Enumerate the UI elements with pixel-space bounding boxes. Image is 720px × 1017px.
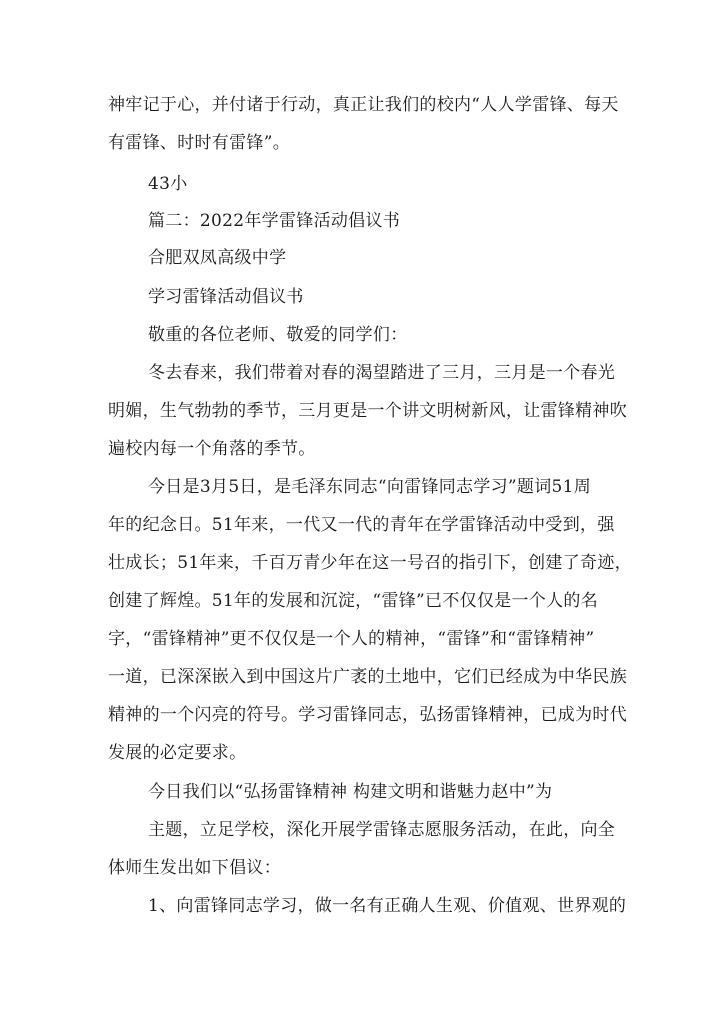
paragraph-line: 主题，立足学校，深化开展学雷锋志愿服务活动，在此，向全 [148, 820, 616, 840]
paragraph-line: 今日我们以“弘扬雷锋精神 构建文明和谐魅力赵中”为 [148, 782, 553, 802]
paragraph-line: 发展的必定要求。 [108, 743, 247, 763]
section-heading: 篇二：2022年学雷锋活动倡议书 [148, 211, 401, 231]
paragraph-line: 神牢记于心，并付诸于行动，真正让我们的校内“人人学雷锋、每天 [108, 95, 619, 115]
paragraph-line: 年的纪念日。51年来，一代又一代的青年在学雷锋活动中受到，强 [108, 515, 615, 535]
paragraph-line: 遍校内每一个角落的季节。 [108, 439, 316, 459]
paragraph-line: 43小 [148, 174, 188, 194]
paragraph-line: 字，“雷锋精神”更不仅仅是一个人的精神，“雷锋”和“雷锋精神” [108, 629, 595, 649]
list-item: 1、向雷锋同志学习，做一名有正确人生观、价值观、世界观的 [148, 896, 627, 916]
document-title: 学习雷锋活动倡议书 [148, 287, 304, 307]
salutation: 敬重的各位老师、敬爱的同学们： [148, 325, 408, 345]
paragraph-line: 创建了辉煌。51年的发展和沉淀，“雷锋”已不仅仅是一个人的名 [108, 591, 599, 611]
school-name: 合肥双凤高级中学 [148, 248, 287, 268]
paragraph-line: 体师生发出如下倡议： [108, 858, 281, 878]
paragraph-line: 今日是3月5日，是毛泽东同志“向雷锋同志学习”题词51周 [148, 477, 592, 497]
paragraph-line: 壮成长；51年来，千百万青少年在这一号召的指引下，创建了奇迹， [108, 553, 632, 573]
paragraph-line: 精神的一个闪亮的符号。学习雷锋同志，弘扬雷锋精神，已成为时代 [108, 705, 627, 725]
paragraph-line: 一道，已深深嵌入到中国这片广袤的土地中，它们已经成为中华民族 [108, 667, 627, 687]
paragraph-line: 有雷锋、时时有雷锋”。 [108, 133, 290, 153]
paragraph-line: 冬去春来，我们带着对春的渴望踏进了三月，三月是一个春光 [148, 363, 616, 383]
paragraph-line: 明媚，生气勃勃的季节，三月更是一个讲文明树新风，让雷锋精神吹 [108, 401, 627, 421]
